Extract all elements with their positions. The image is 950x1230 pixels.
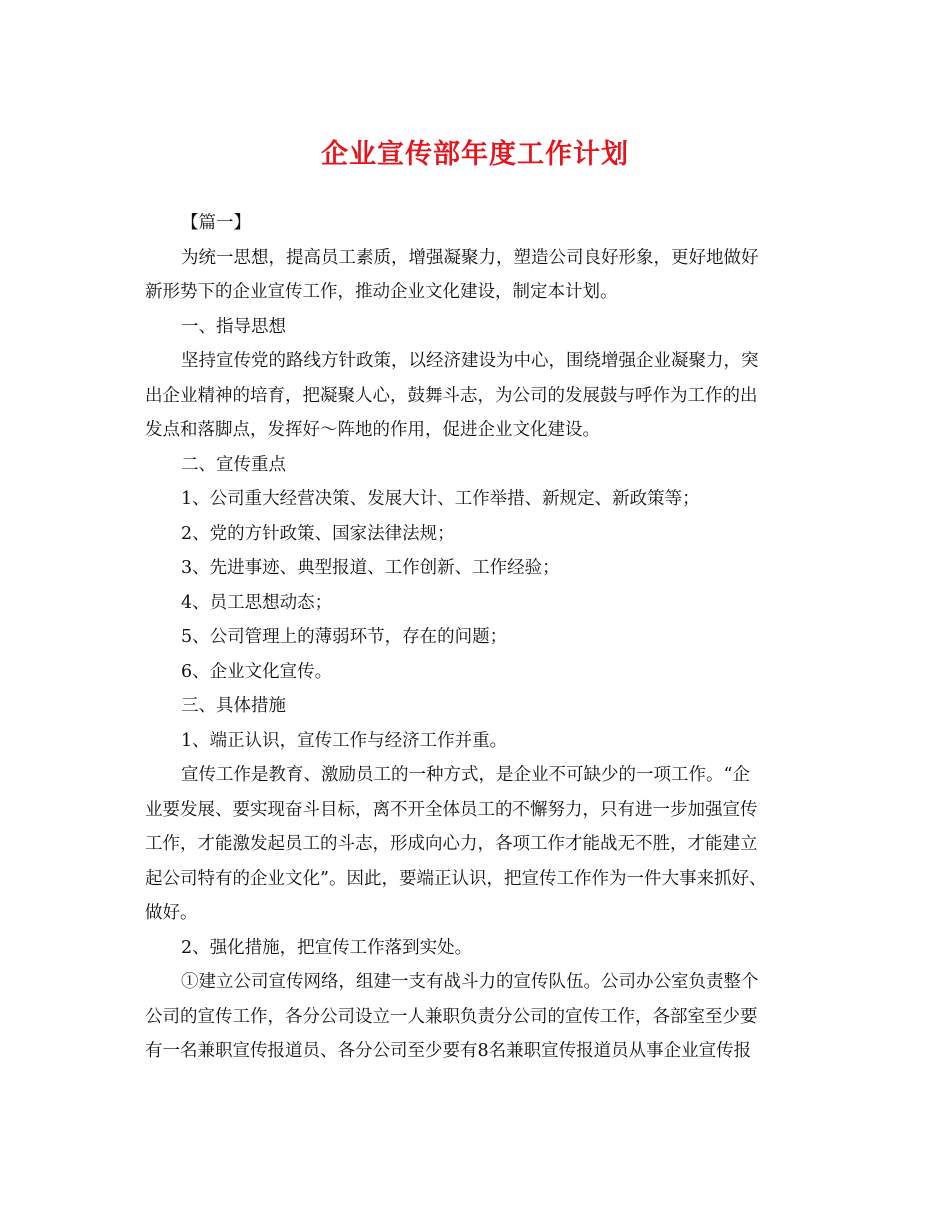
measure-2-paragraph [145,965,810,1069]
guiding-line: 出企业精神的培育，把凝聚人心，鼓舞斗志，为公司的发展鼓与呼作为工作的出 [145,385,758,406]
focus-item: 5、公司管理上的薄弱环节，存在的问题； [181,627,508,647]
measure-2-line: 公司的宣传工作，各分公司设立一人兼职负责分公司的宣传工作，各部室至少要 [145,1006,758,1027]
heading-guiding-principle: 一、指导思想 [181,316,286,337]
focus-item: 6、企业文化宣传。 [181,661,333,682]
intro-paragraph [145,241,810,310]
heading-specific-measures: 三、具体措施 [181,696,286,716]
guiding-line: 坚持宣传党的路线方针政策，以经济建设为中心，围绕增强企业凝聚力，突 [181,351,759,371]
measure-2-line: ①建立公司宣传网络，组建一支有战斗力的宣传队伍。公司办公室负责整个 [181,972,759,992]
intro-line: 新形势下的企业宣传工作，推动企业文化建设，制定本计划。 [145,282,618,302]
focus-item: 3、先进事迹、典型报道、工作创新、工作经验； [181,558,560,578]
document-body [145,206,810,1069]
focus-item: 4、员工思想动态； [181,592,333,613]
focus-item: 2、党的方针政策、国家法律法规； [181,523,455,544]
measure-1-line: 做好。 [145,903,198,923]
intro-line: 为统一思想，提高员工素质，增强凝聚力，塑造公司良好形象，更好地做好 [181,247,759,268]
measure-2-heading: 2、强化措施，把宣传工作落到实处。 [181,937,473,958]
measure-1-heading: 1、端正认识，宣传工作与经济工作并重。 [181,730,508,751]
focus-item: 1、公司重大经营决策、发展大计、工作举措、新规定、新政策等； [181,489,700,509]
guiding-line: 发点和落脚点，发挥好～阵地的作用，促进企业文化建设。 [145,420,600,440]
document-title: 企业宣传部年度工作计划 [321,139,629,170]
guiding-paragraph [145,344,810,448]
measure-1-line: 起公司特有的企业文化”。因此，要端正认识，把宣传工作作为一件大事来抓好、 [145,868,767,889]
heading-publicity-focus: 二、宣传重点 [181,454,286,475]
section-tag: 【篇一】 [181,213,251,233]
measure-1-line: 业要发展、要实现奋斗目标，离不开全体员工的不懈努力，只有进一步加强宣传 [145,799,758,820]
measure-2-line: 有一名兼职宣传报道员、各分公司至少要有8名兼职宣传报道员从事企业宣传报 [145,1041,752,1061]
measure-1-line: 宣传工作是教育、激励员工的一种方式，是企业不可缺少的一项工作。“企 [181,765,750,785]
measure-1-paragraph [145,758,810,931]
measure-1-line: 工作，才能激发起员工的斗志，形成向心力，各项工作才能战无不胜，才能建立 [145,834,758,854]
